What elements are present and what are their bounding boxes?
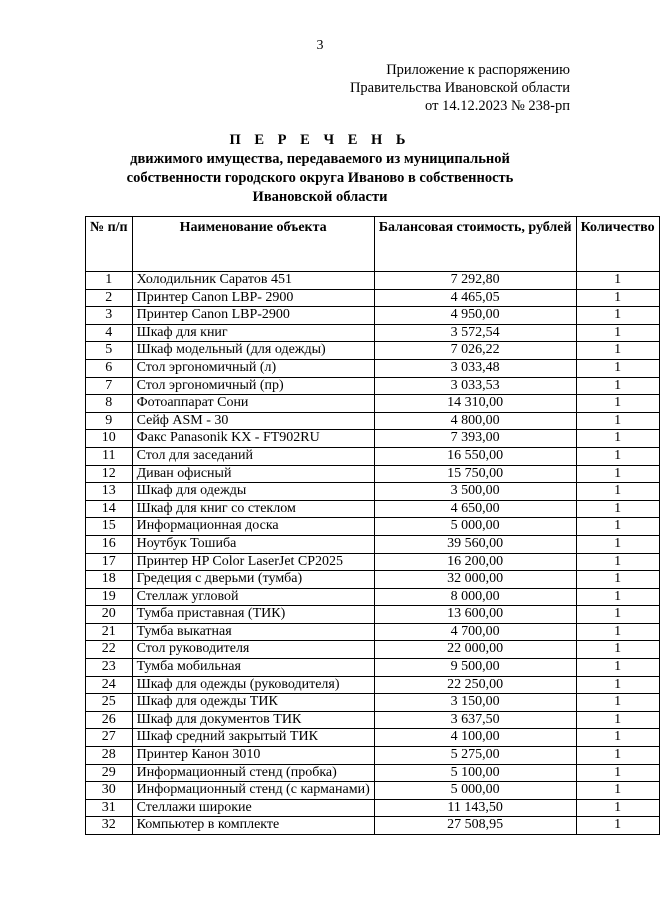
- cell-name: Факс Panasonik KX - FT902RU: [132, 430, 374, 448]
- cell-name: Информационная доска: [132, 518, 374, 536]
- cell-number: 21: [86, 623, 133, 641]
- cell-number: 31: [86, 799, 133, 817]
- cell-name: Шкаф для одежды ТИК: [132, 694, 374, 712]
- cell-name: Тумба выкатная: [132, 623, 374, 641]
- cell-number: 6: [86, 359, 133, 377]
- table-row: [86, 500, 660, 518]
- cell-quantity: 1: [576, 307, 659, 325]
- cell-number: 1: [86, 272, 133, 290]
- cell-quantity: 1: [576, 747, 659, 765]
- cell-name: Тумба приставная (ТИК): [132, 606, 374, 624]
- title-heading: П Е Р Е Ч Е Н Ь: [229, 132, 411, 148]
- table-row: [86, 518, 660, 536]
- cell-value: 3 572,54: [374, 324, 576, 342]
- table-row: [86, 359, 660, 377]
- cell-number: 5: [86, 342, 133, 360]
- cell-value: 3 033,48: [374, 359, 576, 377]
- cell-number: 18: [86, 571, 133, 589]
- cell-value: 32 000,00: [374, 571, 576, 589]
- cell-name: Шкаф для книг: [132, 324, 374, 342]
- cell-name: Информационный стенд (пробка): [132, 764, 374, 782]
- cell-quantity: 1: [576, 817, 659, 835]
- cell-name: Компьютер в комплекте: [132, 817, 374, 835]
- cell-value: 16 200,00: [374, 553, 576, 571]
- cell-name: Стол эргономичный (л): [132, 359, 374, 377]
- cell-quantity: 1: [576, 289, 659, 307]
- cell-name: Диван офисный: [132, 465, 374, 483]
- cell-value: 13 600,00: [374, 606, 576, 624]
- cell-value: 3 637,50: [374, 711, 576, 729]
- table-row: [86, 395, 660, 413]
- cell-value: 4 950,00: [374, 307, 576, 325]
- cell-number: 25: [86, 694, 133, 712]
- cell-quantity: 1: [576, 500, 659, 518]
- table-row: [86, 289, 660, 307]
- table-row: [86, 535, 660, 553]
- cell-name: Стеллаж угловой: [132, 588, 374, 606]
- cell-value: 16 550,00: [374, 447, 576, 465]
- title-line-3: Ивановской области: [252, 189, 388, 205]
- cell-quantity: 1: [576, 676, 659, 694]
- cell-number: 16: [86, 535, 133, 553]
- cell-quantity: 1: [576, 535, 659, 553]
- cell-value: 3 150,00: [374, 694, 576, 712]
- cell-number: 11: [86, 447, 133, 465]
- cell-value: 3 500,00: [374, 483, 576, 501]
- cell-name: Стол для заседаний: [132, 447, 374, 465]
- cell-number: 19: [86, 588, 133, 606]
- cell-value: 39 560,00: [374, 535, 576, 553]
- cell-value: 4 800,00: [374, 412, 576, 430]
- cell-name: Шкаф средний закрытый ТИК: [132, 729, 374, 747]
- cell-number: 20: [86, 606, 133, 624]
- cell-value: 11 143,50: [374, 799, 576, 817]
- cell-quantity: 1: [576, 359, 659, 377]
- table-row: [86, 711, 660, 729]
- cell-quantity: 1: [576, 430, 659, 448]
- cell-quantity: 1: [576, 447, 659, 465]
- cell-quantity: 1: [576, 764, 659, 782]
- cell-name: Шкаф для одежды: [132, 483, 374, 501]
- table-row: [86, 342, 660, 360]
- page-number: 3: [316, 38, 324, 53]
- cell-value: 27 508,95: [374, 817, 576, 835]
- appendix-line-3: от 14.12.2023 № 238-рп: [425, 98, 570, 114]
- cell-value: 5 100,00: [374, 764, 576, 782]
- cell-number: 22: [86, 641, 133, 659]
- cell-name: Информационный стенд (с карманами): [132, 782, 374, 800]
- cell-value: 14 310,00: [374, 395, 576, 413]
- cell-name: Ноутбук Тошиба: [132, 535, 374, 553]
- table-row: [86, 412, 660, 430]
- table-row: [86, 623, 660, 641]
- cell-value: 22 000,00: [374, 641, 576, 659]
- title-line-2: собственности городского округа Иваново в собственность: [126, 170, 514, 186]
- cell-value: 22 250,00: [374, 676, 576, 694]
- cell-quantity: 1: [576, 553, 659, 571]
- cell-quantity: 1: [576, 623, 659, 641]
- cell-quantity: 1: [576, 799, 659, 817]
- cell-number: 13: [86, 483, 133, 501]
- table-row: [86, 377, 660, 395]
- table-row: [86, 324, 660, 342]
- cell-quantity: 1: [576, 606, 659, 624]
- cell-number: 12: [86, 465, 133, 483]
- cell-value: 5 275,00: [374, 747, 576, 765]
- cell-number: 15: [86, 518, 133, 536]
- cell-name: Сейф ASM - 30: [132, 412, 374, 430]
- table-row: [86, 694, 660, 712]
- cell-quantity: 1: [576, 483, 659, 501]
- appendix-block: [350, 61, 570, 115]
- cell-name: Принтер Канон 3010: [132, 747, 374, 765]
- table-row: [86, 764, 660, 782]
- document-title: [80, 131, 560, 207]
- cell-number: 2: [86, 289, 133, 307]
- cell-quantity: 1: [576, 342, 659, 360]
- table-body: [86, 272, 660, 835]
- cell-name: Фотоаппарат Сони: [132, 395, 374, 413]
- inventory-table: [85, 216, 660, 835]
- cell-name: Холодильник Саратов 451: [132, 272, 374, 290]
- cell-name: Тумба мобильная: [132, 659, 374, 677]
- cell-name: Шкаф для документов ТИК: [132, 711, 374, 729]
- cell-number: 30: [86, 782, 133, 800]
- cell-value: 9 500,00: [374, 659, 576, 677]
- cell-number: 26: [86, 711, 133, 729]
- cell-value: 3 033,53: [374, 377, 576, 395]
- cell-number: 28: [86, 747, 133, 765]
- cell-quantity: 1: [576, 395, 659, 413]
- cell-quantity: 1: [576, 588, 659, 606]
- table-row: [86, 747, 660, 765]
- cell-number: 29: [86, 764, 133, 782]
- table-row: [86, 606, 660, 624]
- header-name: Наименование объекта: [132, 217, 374, 272]
- cell-value: 4 465,05: [374, 289, 576, 307]
- table-row: [86, 465, 660, 483]
- cell-number: 10: [86, 430, 133, 448]
- cell-quantity: 1: [576, 324, 659, 342]
- table-row: [86, 641, 660, 659]
- cell-quantity: 1: [576, 518, 659, 536]
- table-header-row: [86, 217, 660, 272]
- cell-number: 9: [86, 412, 133, 430]
- table-row: [86, 430, 660, 448]
- cell-number: 17: [86, 553, 133, 571]
- cell-number: 14: [86, 500, 133, 518]
- cell-number: 8: [86, 395, 133, 413]
- table-row: [86, 782, 660, 800]
- table-row: [86, 799, 660, 817]
- cell-name: Принтер Canon LBP- 2900: [132, 289, 374, 307]
- cell-name: Стеллажи широкие: [132, 799, 374, 817]
- appendix-line-2: Правительства Ивановской области: [349, 80, 570, 96]
- table-row: [86, 676, 660, 694]
- cell-name: Шкаф модельный (для одежды): [132, 342, 374, 360]
- table-row: [86, 729, 660, 747]
- cell-quantity: 1: [576, 641, 659, 659]
- cell-quantity: 1: [576, 729, 659, 747]
- cell-number: 24: [86, 676, 133, 694]
- title-line-1: движимого имущества, передаваемого из муниципальной: [130, 151, 510, 167]
- cell-name: Стол эргономичный (пр): [132, 377, 374, 395]
- cell-value: 15 750,00: [374, 465, 576, 483]
- cell-quantity: 1: [576, 412, 659, 430]
- cell-name: Стол руководителя: [132, 641, 374, 659]
- table-row: [86, 571, 660, 589]
- table-row: [86, 659, 660, 677]
- cell-value: 8 000,00: [374, 588, 576, 606]
- header-number: № п/п: [86, 217, 133, 272]
- table-row: [86, 483, 660, 501]
- cell-quantity: 1: [576, 377, 659, 395]
- cell-value: 7 026,22: [374, 342, 576, 360]
- cell-quantity: 1: [576, 711, 659, 729]
- table-row: [86, 553, 660, 571]
- table-row: [86, 272, 660, 290]
- table-row: [86, 588, 660, 606]
- cell-value: 7 292,80: [374, 272, 576, 290]
- cell-value: 5 000,00: [374, 782, 576, 800]
- cell-value: 4 700,00: [374, 623, 576, 641]
- table-row: [86, 817, 660, 835]
- cell-name: Гредеция с дверьми (тумба): [132, 571, 374, 589]
- table-row: [86, 447, 660, 465]
- table-row: [86, 307, 660, 325]
- cell-value: 7 393,00: [374, 430, 576, 448]
- cell-quantity: 1: [576, 694, 659, 712]
- cell-number: 32: [86, 817, 133, 835]
- cell-quantity: 1: [576, 571, 659, 589]
- cell-number: 23: [86, 659, 133, 677]
- cell-name: Принтер HP Color LaserJet CP2025: [132, 553, 374, 571]
- cell-quantity: 1: [576, 659, 659, 677]
- cell-name: Шкаф для одежды (руководителя): [132, 676, 374, 694]
- cell-name: Принтер Canon LBP-2900: [132, 307, 374, 325]
- cell-value: 4 650,00: [374, 500, 576, 518]
- cell-quantity: 1: [576, 465, 659, 483]
- cell-value: 5 000,00: [374, 518, 576, 536]
- header-quantity: Количество: [576, 217, 659, 272]
- header-value: Балансовая стоимость, рублей: [374, 217, 576, 272]
- cell-number: 3: [86, 307, 133, 325]
- appendix-line-1: Приложение к распоряжению: [386, 62, 570, 78]
- cell-name: Шкаф для книг со стеклом: [132, 500, 374, 518]
- cell-value: 4 100,00: [374, 729, 576, 747]
- cell-number: 4: [86, 324, 133, 342]
- cell-number: 27: [86, 729, 133, 747]
- cell-quantity: 1: [576, 272, 659, 290]
- cell-quantity: 1: [576, 782, 659, 800]
- cell-number: 7: [86, 377, 133, 395]
